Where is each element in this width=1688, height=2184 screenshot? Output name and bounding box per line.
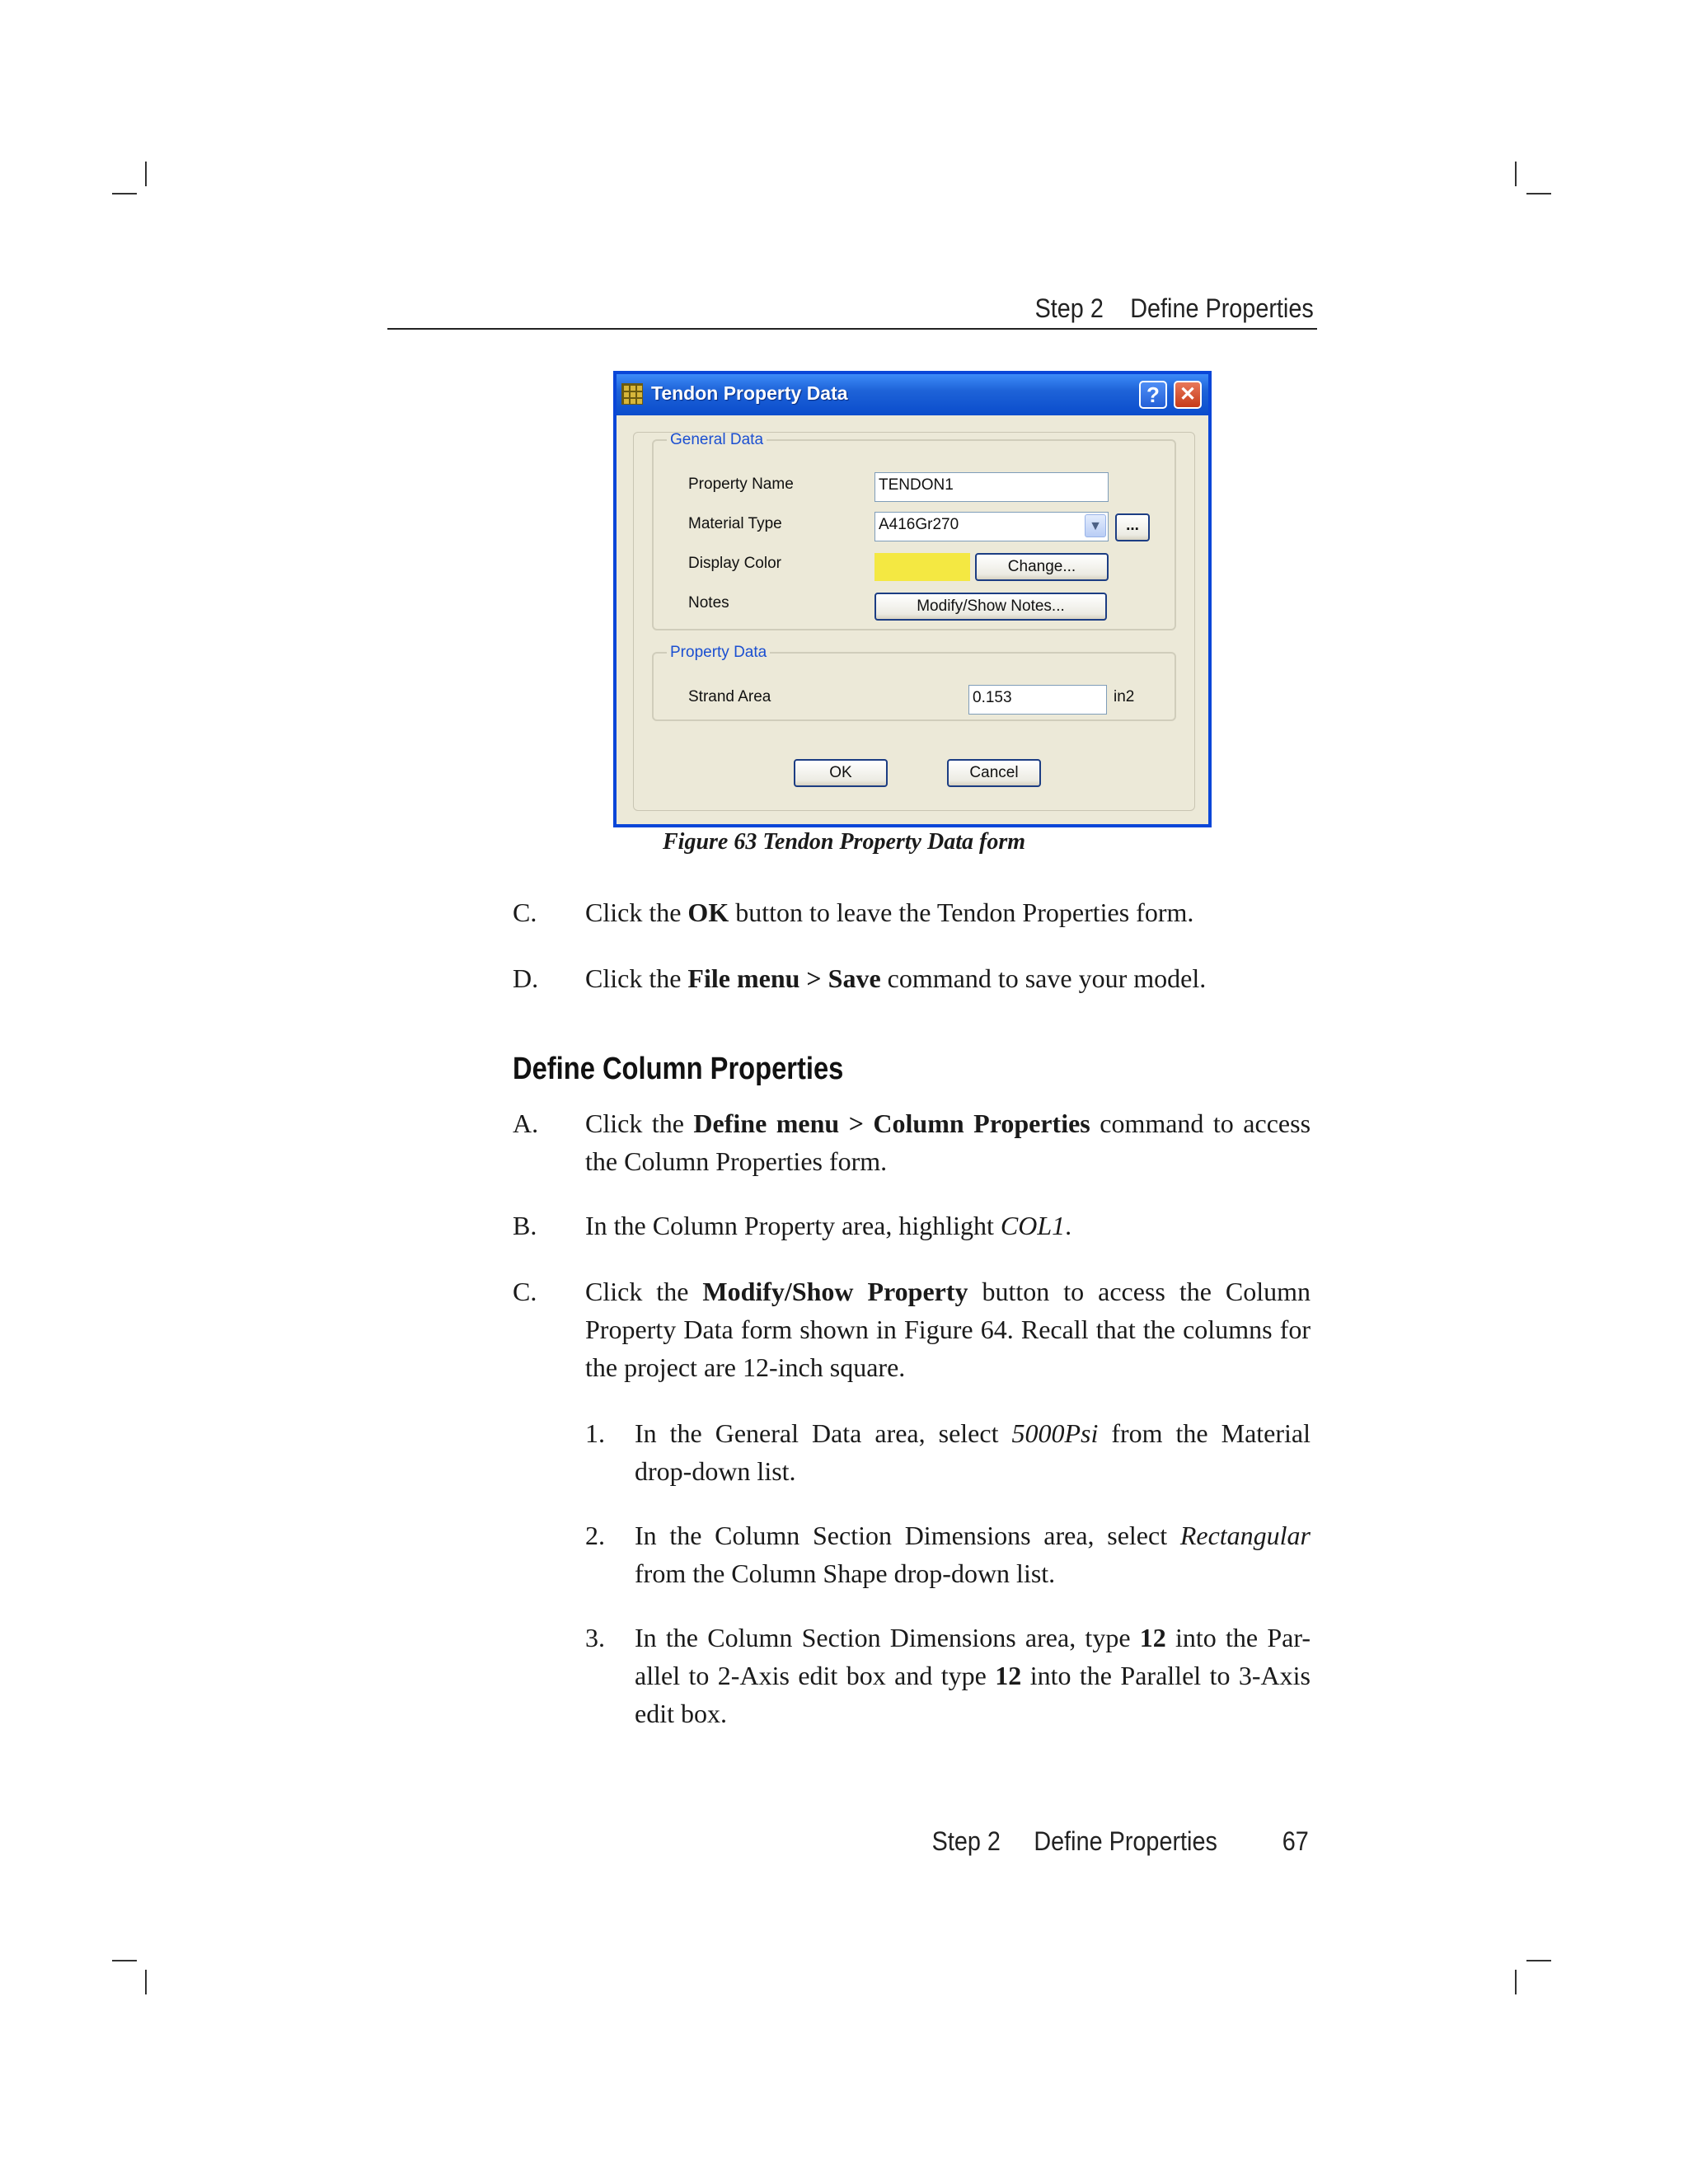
material-type-select[interactable]: [874, 512, 1109, 541]
substep-marker: 2.: [585, 1521, 605, 1550]
crop-mark: [145, 162, 147, 186]
step-marker: D.: [513, 963, 539, 993]
strand-area-unit: in2: [1114, 688, 1135, 705]
dialog-title: Tendon Property Data: [651, 382, 848, 404]
crop-mark: [112, 1960, 137, 1961]
header-step: Step 2: [1034, 293, 1104, 323]
step-d-text: Click the File menu > Save command to save your model.: [585, 963, 1207, 993]
figure-caption: Figure 63 Tendon Property Data form: [663, 829, 1025, 855]
section-heading: Define Column Properties: [513, 1052, 844, 1086]
crop-mark: [112, 193, 137, 194]
cancel-button[interactable]: Cancel: [947, 759, 1041, 787]
footer-step: Step 2: [931, 1826, 1001, 1856]
material-browse-button[interactable]: ...: [1115, 513, 1150, 541]
ok-button[interactable]: OK: [794, 759, 888, 787]
crop-mark: [145, 1970, 147, 1994]
modify-show-notes-button[interactable]: Modify/Show Notes...: [874, 593, 1107, 621]
close-button[interactable]: ✕: [1174, 381, 1202, 409]
crop-mark: [1526, 193, 1551, 194]
property-name-label: Property Name: [688, 476, 794, 493]
substep-2-text: In the Column Section Dimensions area, select Rectangular from the Column Shape drop-down list.: [635, 1521, 1311, 1588]
material-type-label: Material Type: [688, 515, 782, 532]
step-b-text: In the Column Property area, highlight COL1.: [585, 1211, 1072, 1240]
strand-area-input[interactable]: 0.153: [968, 685, 1107, 715]
substep-3-text: In the Column Section Dimensions area, type 12 into the Par-allel to 2-Axis edit box and type 12 into the Parallel to 3-Axis edit box.: [635, 1623, 1311, 1728]
header-title: Define Properties: [1130, 293, 1314, 323]
crop-mark: [1526, 1960, 1551, 1961]
general-data-legend: General Data: [670, 431, 764, 448]
step-marker: A.: [513, 1108, 539, 1138]
help-button[interactable]: ?: [1139, 381, 1167, 409]
substep-marker: 3.: [585, 1623, 605, 1652]
dialog-titlebar[interactable]: [617, 374, 1208, 415]
notes-label: Notes: [688, 594, 729, 612]
tendon-property-dialog: [613, 371, 1212, 827]
strand-area-label: Strand Area: [688, 688, 771, 705]
display-color-label: Display Color: [688, 555, 781, 572]
footer-title: Define Properties: [1034, 1826, 1217, 1856]
change-color-button[interactable]: Change...: [975, 553, 1109, 581]
step-c2-text: Click the Modify/Show Property button to access the Column Property Data form shown in Figure 64. Recall that the columns for the project are 12-inch square.: [585, 1277, 1311, 1382]
chevron-down-icon[interactable]: ▼: [1085, 514, 1106, 537]
crop-mark: [1515, 162, 1517, 186]
app-grid-icon: [621, 383, 643, 405]
substep-1-text: In the General Data area, select 5000Psi from the Material drop-down list.: [635, 1418, 1311, 1486]
crop-mark: [1515, 1970, 1517, 1994]
step-c-text: Click the OK button to leave the Tendon Properties form.: [585, 898, 1194, 927]
substep-marker: 1.: [585, 1418, 605, 1448]
page-number: 67: [1282, 1826, 1309, 1856]
step-a-text: Click the Define menu > Column Properties command to access the Column Properties form.: [585, 1108, 1311, 1176]
step-marker: C.: [513, 1277, 537, 1306]
display-color-swatch: [874, 553, 970, 581]
step-marker: B.: [513, 1211, 537, 1240]
dialog-body: [633, 432, 1195, 811]
property-name-input[interactable]: TENDON1: [874, 472, 1109, 502]
step-marker: C.: [513, 898, 537, 927]
running-header: [387, 290, 1317, 330]
property-data-legend: Property Data: [670, 644, 767, 661]
material-type-value: A416Gr270: [879, 516, 959, 533]
